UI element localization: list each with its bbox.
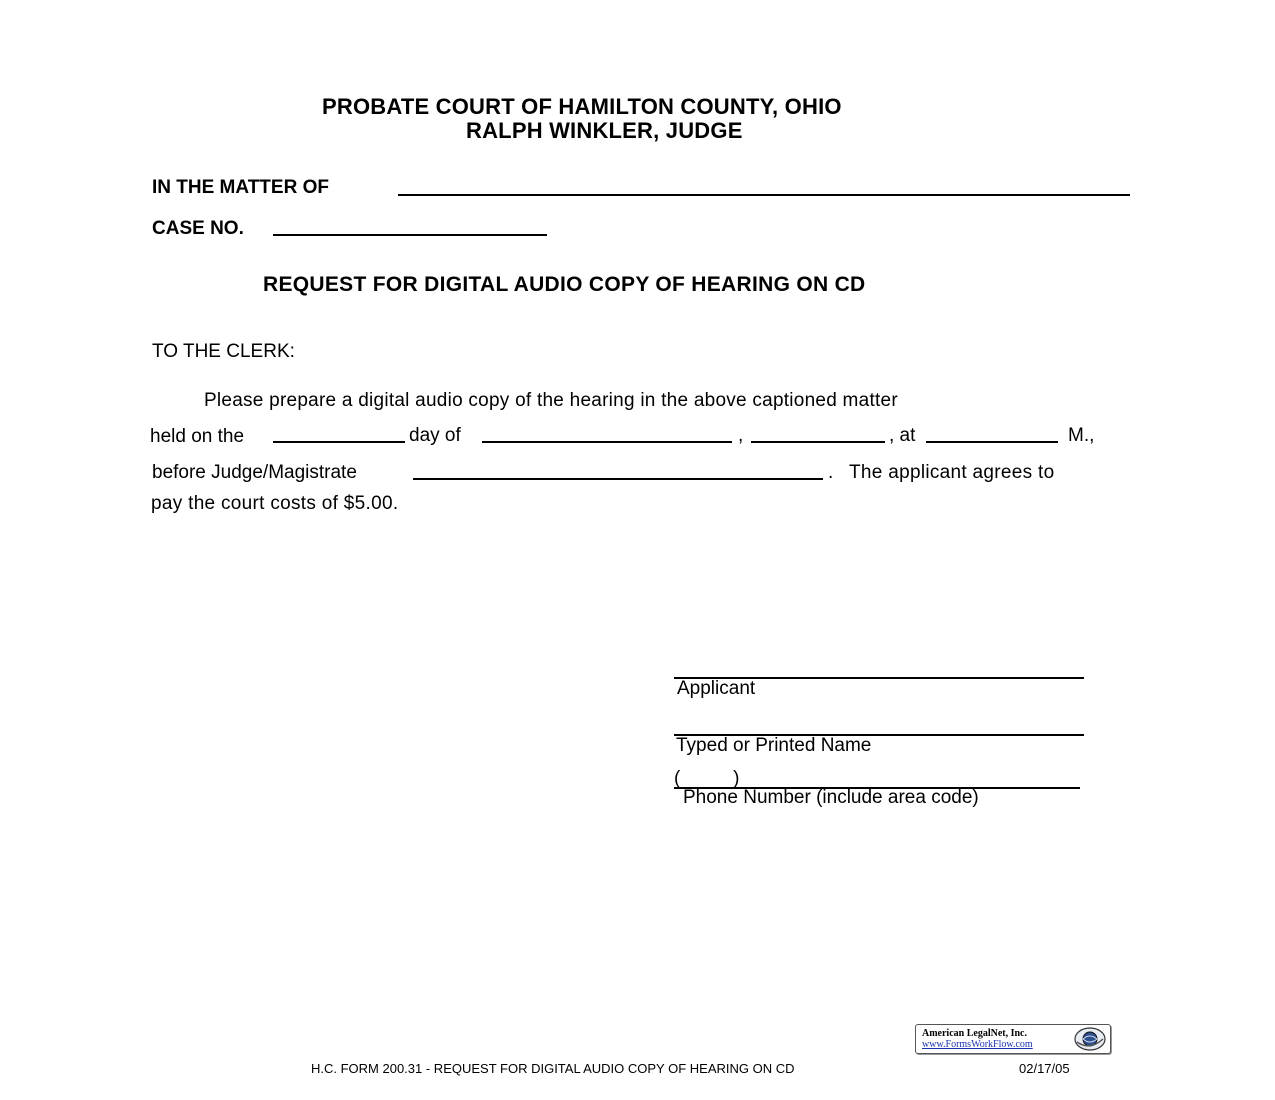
meridiem-label: M., bbox=[1068, 425, 1095, 446]
at-label: , at bbox=[889, 425, 916, 446]
form-footer-id: H.C. FORM 200.31 - REQUEST FOR DIGITAL AUDIO COPY OF HEARING ON CD bbox=[311, 1061, 795, 1076]
hearing-day-field[interactable] bbox=[273, 441, 405, 443]
form-title: REQUEST FOR DIGITAL AUDIO COPY OF HEARING ON CD bbox=[263, 273, 866, 296]
matter-field[interactable] bbox=[398, 194, 1130, 196]
hearing-month-field[interactable] bbox=[482, 441, 732, 443]
salutation: TO THE CLERK: bbox=[152, 341, 295, 362]
hearing-time-field[interactable] bbox=[926, 441, 1058, 443]
period: . bbox=[828, 462, 834, 483]
case-number-label: CASE NO. bbox=[152, 218, 244, 239]
printed-name-label: Typed or Printed Name bbox=[676, 735, 872, 756]
court-costs-text: pay the court costs of $5.00. bbox=[151, 493, 399, 514]
phone-number-label: Phone Number (include area code) bbox=[683, 787, 979, 808]
day-of-label: day of bbox=[409, 425, 461, 446]
form-footer-date: 02/17/05 bbox=[1019, 1061, 1070, 1076]
hearing-year-field[interactable] bbox=[751, 441, 885, 443]
agrees-text: The applicant agrees to bbox=[849, 462, 1055, 483]
globe-logo-icon bbox=[1073, 1027, 1107, 1051]
court-name: PROBATE COURT OF HAMILTON COUNTY, OHIO bbox=[322, 94, 842, 119]
case-number-field[interactable] bbox=[273, 234, 547, 236]
legalnet-badge[interactable] bbox=[915, 1024, 1111, 1054]
area-code-parens: ( ) bbox=[674, 768, 740, 789]
body-line-1: Please prepare a digital audio copy of the hearing in the above captioned matter bbox=[204, 390, 898, 411]
judge-name: RALPH WINKLER, JUDGE bbox=[466, 118, 743, 143]
badge-company: American LegalNet, Inc. bbox=[922, 1028, 1027, 1039]
applicant-label: Applicant bbox=[677, 678, 756, 699]
badge-url-link[interactable]: www.FormsWorkFlow.com bbox=[922, 1039, 1033, 1050]
before-judge-label: before Judge/Magistrate bbox=[152, 462, 357, 483]
comma-separator: , bbox=[738, 425, 744, 446]
matter-label: IN THE MATTER OF bbox=[152, 177, 329, 198]
held-on-label: held on the bbox=[150, 426, 245, 447]
judge-magistrate-field[interactable] bbox=[413, 478, 823, 480]
